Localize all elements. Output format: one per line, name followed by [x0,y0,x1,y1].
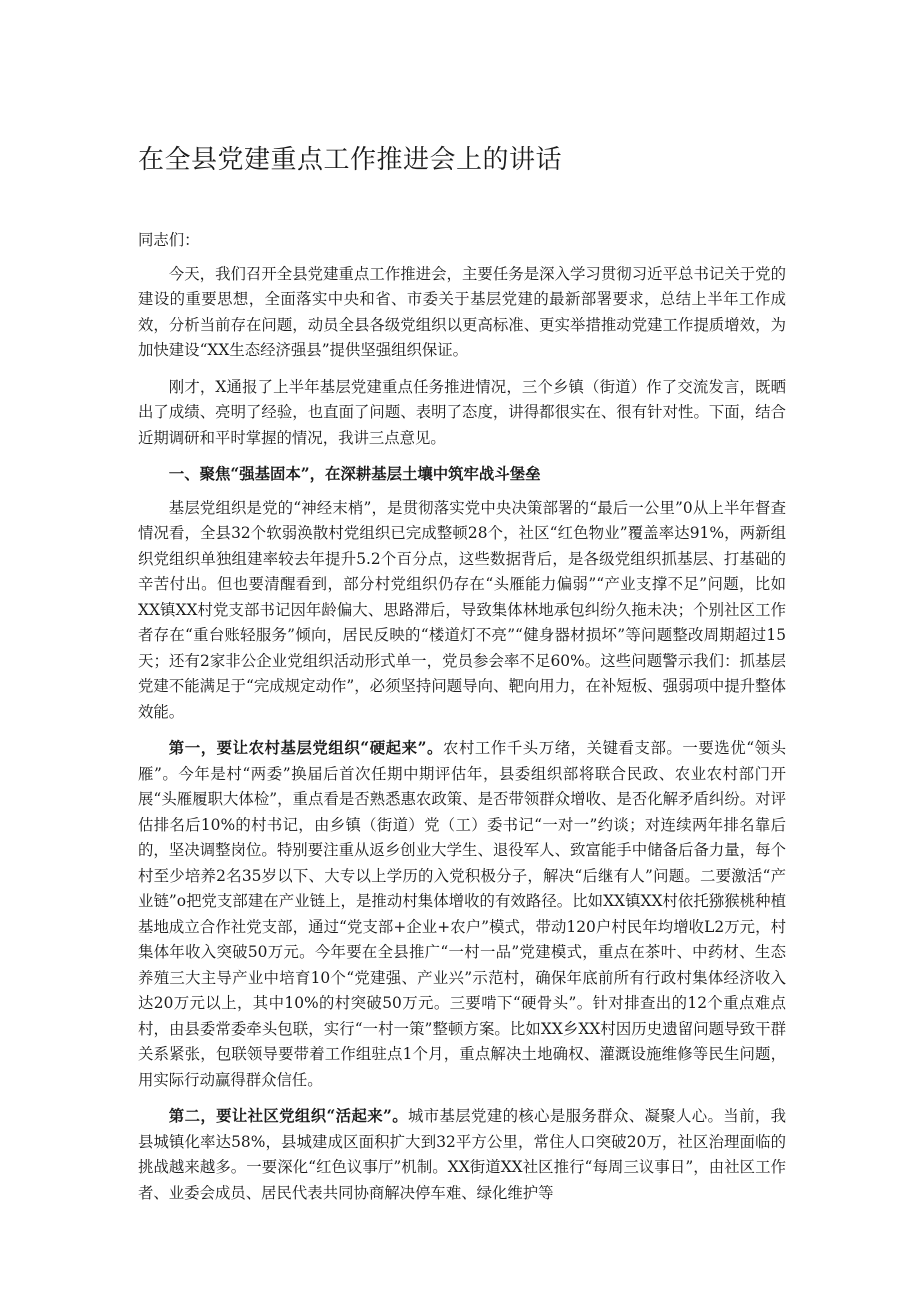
paragraph-community-lead: 第二，要让社区党组织“活起来”。 [168,1107,408,1125]
paragraph-opening: 今天，我们召开全县党建重点工作推进会，主要任务是深入学习贯彻习近平总书记关于党的建设的重要思想，全面落实中央和省、市委关于基层党建的最新部署要求，总结上半年工作成效，分析当前存在问题，动员全县各级党组织以更高标准、更实举措推动党建工作提质增效，为加快建设“XX生态经济强县”提供坚强组织保证。 [138,264,786,359]
paragraph-reports: 刚才，X通报了上半年基层党建重点任务推进情况，三个乡镇（街道）作了交流发言，既晒出了成绩、亮明了经验，也直面了问题、表明了态度，讲得都很实在、很有针对性。下面，结合近期调研和平时掌握的情况，我讲三点意见。 [138,377,786,447]
paragraph-grassroots: 基层党组织是党的“神经末梢”，是贯彻落实党中央决策部署的“最后一公里”0从上半年督查情况看，全县32个软弱涣散村党组织已完成整顿28个，社区“红色物业”覆盖率达91%，两新组织党组织单独组建率较去年提升5.2个百分点，这些数据背后，是各级党组织抓基层、打基础的辛苦付出。但也要清醒看到，部分村党组织仍存在“头雁能力偏弱”“产业支撑不足”问题，比如XX镇XX村党支部书记因年龄偏大、思路滞后，导致集体林地承包纠纷久拖未决；个别社区工作者存在“重台账轻服务”倾向，居民反映的“楼道灯不亮”“健身器材损坏”等问题整改周期超过15天；还有2家非公企业党组织活动形式单一，党员参会率不足60%。这些问题警示我们：抓基层党建不能满足于“完成规定动作”，必须坚持问题导向、靶向用力，在补短板、强弱项中提升整体效能。 [138,498,786,721]
section-heading-1: 一、聚焦“强基固本”，在深耕基层土壤中筑牢战斗堡垒 [168,465,541,483]
salutation: 同志们： [138,231,200,249]
paragraph-rural [138,736,786,1093]
paragraph-community [138,1104,786,1206]
paragraph-rural-text: 农村工作千头万绪，关键看支部。一要选优“领头雁”。今年是村“两委”换届后首次任期中期评估年，县委组织部将联合民政、农业农村部门开展“头雁履职大体检”，重点看是否熟悉惠农政策、是否带领群众增收、是否化解矛盾纠纷。对评估排名后10%的村书记，由乡镇（街道）党（工）委书记“一对一”约谈；对连续两年排名靠后的，坚决调整岗位。特别要注重从返乡创业大学生、退役军人、致富能手中储备后备力量，每个村至少培养2名35岁以下、大专以上学历的入党积极分子，解决“后继有人”问题。二要激活“产业链”o把党支部建在产业链上，是推动村集体增收的有效路径。比如XX镇XX村依托猕猴桃种植基地成立合作社党支部，通过“党支部+企业+农户”模式，带动120户村民年均增收L2万元，村集体年收入突破50万元。今年要在全县推广“一村一品”党建模式，重点在茶叶、中药材、生态养殖三大主导产业中培育10个“党建强、产业兴”示范村，确保年底前所有行政村集体经济收入达20万元以上，其中10%的村突破50万元。三要啃下“硬骨头”。针对排查出的12个重点难点村，由县委常委牵头包联，实行“一村一策”整顿方案。比如XX乡XX村因历史遗留问题导致干群关系紧张，包联领导要带着工作组驻点1个月，重点解决土地确权、灌溉设施维修等民生问题，用实际行动赢得群众信任。 [138,739,786,1089]
paragraph-rural-lead: 第一，要让农村基层党组织“硬起来”。 [168,739,443,757]
document-title: 在全县党建重点工作推进会上的讲话 [138,145,563,175]
document-body [138,228,786,1217]
paragraph-community-text: 城市基层党建的核心是服务群众、凝聚人心。当前，我县城镇化率达58%，县城建成区面积扩大到32平方公里，常住人口突破20万，社区治理面临的挑战越来越多。一要深化“红色议事厅”机制。XX街道XX社区推行“每周三议事日”，由社区工作者、业委会成员、居民代表共同协商解决停车难、绿化维护等 [138,1107,786,1202]
